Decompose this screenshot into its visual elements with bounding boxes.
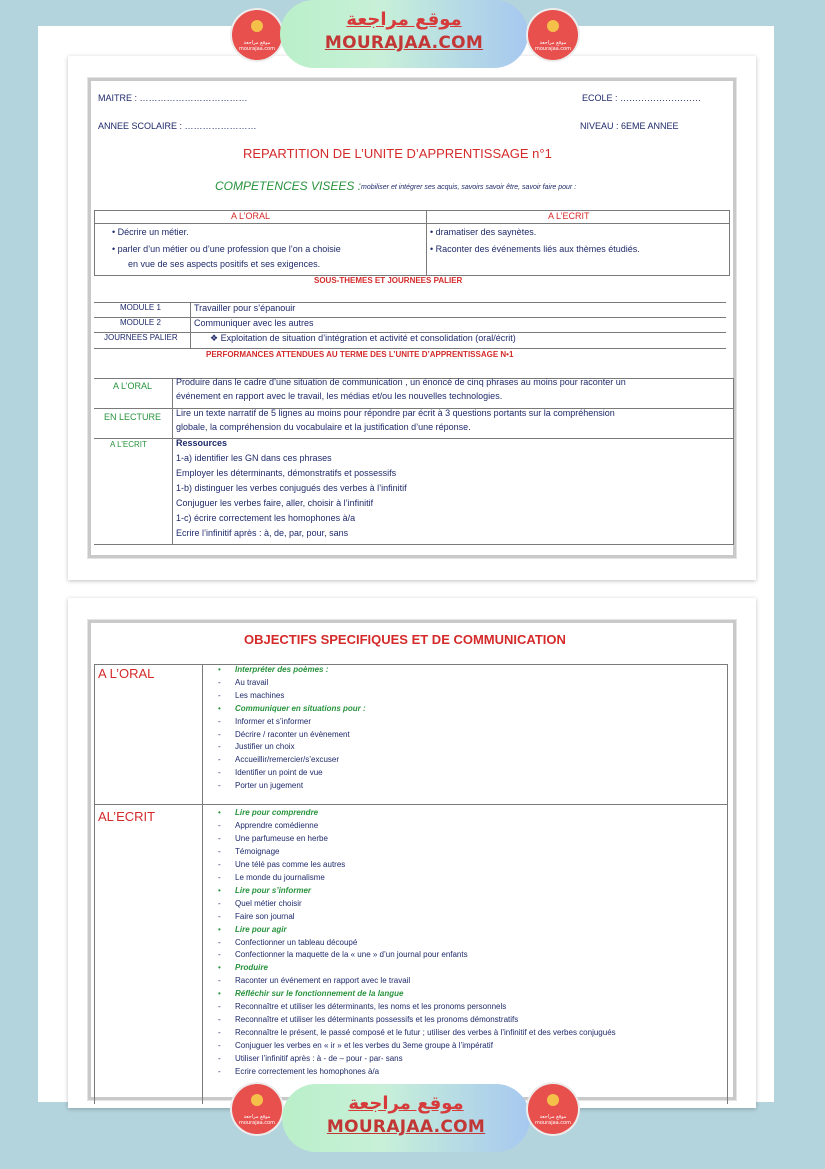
dash-marker: - bbox=[218, 820, 221, 830]
objective-item: Apprendre comédienne bbox=[235, 820, 319, 830]
site-name-arabic: موقع مراجعة bbox=[348, 1093, 464, 1114]
dash-marker: - bbox=[218, 911, 221, 921]
dash-marker: - bbox=[218, 781, 221, 791]
bullet-dot-icon: • bbox=[218, 963, 221, 973]
competences-text: mobiliser et intégrer ses acquis, savoirs savoir être, savoir faire pour : bbox=[361, 184, 577, 191]
dash-marker: - bbox=[218, 1015, 221, 1025]
dash-marker: - bbox=[218, 1002, 221, 1012]
ecole-field: ECOLE : ……………………… bbox=[582, 93, 702, 103]
dash-marker: - bbox=[218, 937, 221, 947]
oral-item: • parler d’un métier ou d’une profession que l’on a choisie bbox=[112, 244, 341, 254]
dash-marker: - bbox=[218, 768, 221, 778]
dash-marker: - bbox=[218, 846, 221, 856]
site-logo-left: موقع مراجعة mourajaa.com bbox=[232, 10, 282, 60]
ressource-line: 1-a) identifier les GN dans ces phrases bbox=[176, 453, 332, 463]
bottom-watermark bbox=[0, 1082, 825, 1162]
module-value: Travailler pour s’épanouir bbox=[194, 303, 296, 313]
objective-heading: Réfléchir sur le fonctionnement de la langue bbox=[235, 989, 404, 999]
objective-item: Le monde du journalisme bbox=[235, 872, 325, 882]
dash-marker: - bbox=[218, 859, 221, 869]
objective-heading: Interpréter des poèmes : bbox=[235, 665, 329, 674]
bullet-dot-icon: • bbox=[218, 989, 221, 999]
objective-heading: Communiquer en situations pour : bbox=[235, 703, 366, 713]
niveau-field: NIVEAU : 6EME ANNEE bbox=[580, 121, 679, 131]
module-label: JOURNEES PALIER bbox=[104, 333, 178, 342]
dash-marker: - bbox=[218, 690, 221, 700]
dash-marker: - bbox=[218, 950, 221, 960]
performances-title: PERFORMANCES ATTENDUES AU TERME DES L’UNITE D’APPRENTISSAGE N•1 bbox=[206, 350, 514, 359]
objective-item: Confectionner la maquette de la « une » d’un journal pour enfants bbox=[235, 950, 468, 960]
module-value: Communiquer avec les autres bbox=[194, 318, 314, 328]
site-banner[interactable] bbox=[280, 0, 528, 68]
objective-item: Reconnaître et utiliser les déterminants, les noms et les pronoms personnels bbox=[235, 1002, 507, 1012]
objective-item: Raconter un événement en rapport avec le travail bbox=[235, 976, 411, 986]
objective-item: Porter un jugement bbox=[235, 781, 304, 791]
ressource-line: 1-c) écrire correctement les homophones à/a bbox=[176, 513, 356, 523]
objective-item: Décrire / raconter un évènement bbox=[235, 729, 350, 739]
ressources-heading: Ressources bbox=[176, 438, 228, 448]
objective-item: Conjuguer les verbes en « ir » et les verbes du 3eme groupe à l’impératif bbox=[235, 1041, 493, 1051]
oral-item: • Décrire un métier. bbox=[112, 227, 189, 237]
dash-marker: - bbox=[218, 742, 221, 752]
ecrit-item: • dramatiser des saynètes. bbox=[430, 227, 537, 237]
objective-heading: Lire pour s’informer bbox=[235, 885, 312, 895]
objective-item: Utiliser l’infinitif après : à - de – pour - par- sans bbox=[235, 1054, 403, 1064]
site-logo-right: موقع مراجعة mourajaa.com bbox=[528, 1084, 578, 1134]
site-name-latin: MOURAJAA.COM bbox=[324, 33, 484, 53]
ecrit-heading: A L’ECRIT bbox=[548, 211, 590, 221]
objective-item: Ecrire correctement les homophones à/a bbox=[235, 1067, 380, 1076]
objective-heading: Produire bbox=[235, 963, 268, 973]
objective-item: Au travail bbox=[235, 677, 269, 687]
objective-item: Confectionner un tableau découpé bbox=[235, 937, 358, 947]
objective-item: Une télé pas comme les autres bbox=[235, 859, 346, 869]
objective-item: Faire son journal bbox=[235, 911, 295, 921]
perf-oral-label: A L’ORAL bbox=[113, 381, 153, 391]
top-watermark bbox=[0, 0, 825, 80]
competences-label: COMPETENCES VISEES : bbox=[215, 179, 362, 193]
dash-marker: - bbox=[218, 1041, 221, 1051]
ecrit-item: • Raconter des événements liés aux thèmes étudiés. bbox=[430, 244, 640, 254]
perf-lecture-label: EN LECTURE bbox=[104, 412, 162, 422]
objective-item: Reconnaître le présent, le passé composé et le futur ; utiliser des verbes à l’infinitif et des verbes conjugués bbox=[235, 1028, 616, 1038]
dash-marker: - bbox=[218, 1067, 221, 1076]
ressource-line: 1-b) distinguer les verbes conjugués des verbes à l’infinitif bbox=[176, 483, 407, 493]
dash-marker: - bbox=[218, 898, 221, 908]
perf-ecrit-label: A L’ECRIT bbox=[110, 440, 147, 449]
ressource-line: Ecrire l’infinitif après : à, de, par, pour, sans bbox=[176, 528, 349, 538]
dash-marker: - bbox=[218, 833, 221, 843]
annee-field: ANNEE SCOLAIRE : …………………… bbox=[98, 121, 257, 131]
dash-marker: - bbox=[218, 677, 221, 687]
bullet-dot-icon: • bbox=[218, 665, 221, 674]
objective-item: Une parfumeuse en herbe bbox=[235, 833, 328, 843]
objective-item: Quel métier choisir bbox=[235, 898, 302, 908]
oral-heading: A L’ORAL bbox=[231, 211, 271, 221]
perf-lecture-line: Lire un texte narratif de 5 lignes au moins pour répondre par écrit à 3 questions portants sur la compréhension bbox=[176, 408, 615, 418]
perf-oral-line: événement en rapport avec le travail, les médias et/ou les nouvelles technologies. bbox=[176, 391, 503, 401]
bullet-dot-icon: • bbox=[218, 885, 221, 895]
bullet-dot-icon: • bbox=[218, 703, 221, 713]
site-name-latin: MOURAJAA.COM bbox=[326, 1117, 486, 1137]
objective-item: Accueillir/remercier/s’excuser bbox=[235, 755, 340, 765]
oral-item: en vue de ses aspects positifs et ses exigences. bbox=[128, 259, 321, 269]
perf-lecture-line: globale, la compréhension du vocabulaire et la justification d’une réponse. bbox=[176, 422, 471, 432]
maitre-field: MAITRE : ……………………………… bbox=[98, 93, 248, 103]
module-label: MODULE 1 bbox=[120, 303, 161, 312]
page-1-title: REPARTITION DE L’UNITE D’APPRENTISSAGE n°1 bbox=[243, 146, 552, 161]
page-1 bbox=[68, 56, 756, 580]
objective-heading: Lire pour comprendre bbox=[235, 808, 319, 817]
page-2-title: OBJECTIFS SPECIFIQUES ET DE COMMUNICATION bbox=[244, 632, 566, 647]
dash-marker: - bbox=[218, 1028, 221, 1038]
bullet-dot-icon: • bbox=[218, 924, 221, 934]
objective-heading: Lire pour agir bbox=[235, 924, 287, 934]
objective-item: Reconnaître et utiliser les déterminants possessifs et les pronoms démonstratifs bbox=[235, 1015, 519, 1025]
objectifs-ecrit-label: AL’ECRIT bbox=[98, 809, 156, 824]
objective-item: Identifier un point de vue bbox=[235, 768, 323, 778]
objective-item: Informer et s’informer bbox=[235, 716, 312, 726]
page-2 bbox=[68, 598, 756, 1108]
objective-item: Les machines bbox=[235, 690, 285, 700]
objective-item: Témoignage bbox=[235, 846, 280, 856]
ressource-line: Conjuguer les verbes faire, aller, choisir à l’infinitif bbox=[176, 498, 374, 508]
dash-marker: - bbox=[218, 872, 221, 882]
sous-themes-title: SOUS-THEMES ET JOURNEES PALIER bbox=[314, 276, 463, 285]
site-logo-right: موقع مراجعة mourajaa.com bbox=[528, 10, 578, 60]
objectifs-oral-label: A L’ORAL bbox=[98, 666, 155, 681]
dash-marker: - bbox=[218, 1054, 221, 1064]
site-name-arabic: موقع مراجعة bbox=[346, 9, 462, 30]
module-label: MODULE 2 bbox=[120, 318, 161, 327]
dash-marker: - bbox=[218, 755, 221, 765]
module-value: ❖ Exploitation de situation d’intégration et activité et consolidation (oral/écrit) bbox=[210, 333, 516, 343]
site-logo-left: موقع مراجعة mourajaa.com bbox=[232, 1084, 282, 1134]
dash-marker: - bbox=[218, 716, 221, 726]
site-banner[interactable] bbox=[282, 1084, 530, 1152]
dash-marker: - bbox=[218, 976, 221, 986]
dash-marker: - bbox=[218, 729, 221, 739]
ressource-line: Employer les déterminants, démonstratifs et possessifs bbox=[176, 468, 397, 478]
bullet-dot-icon: • bbox=[218, 808, 221, 817]
perf-oral-line: Produire dans le cadre d’une situation de communication , un énoncé de cinq phrases au moins pour raconter un bbox=[176, 377, 626, 387]
objective-item: Justifier un choix bbox=[235, 742, 295, 752]
